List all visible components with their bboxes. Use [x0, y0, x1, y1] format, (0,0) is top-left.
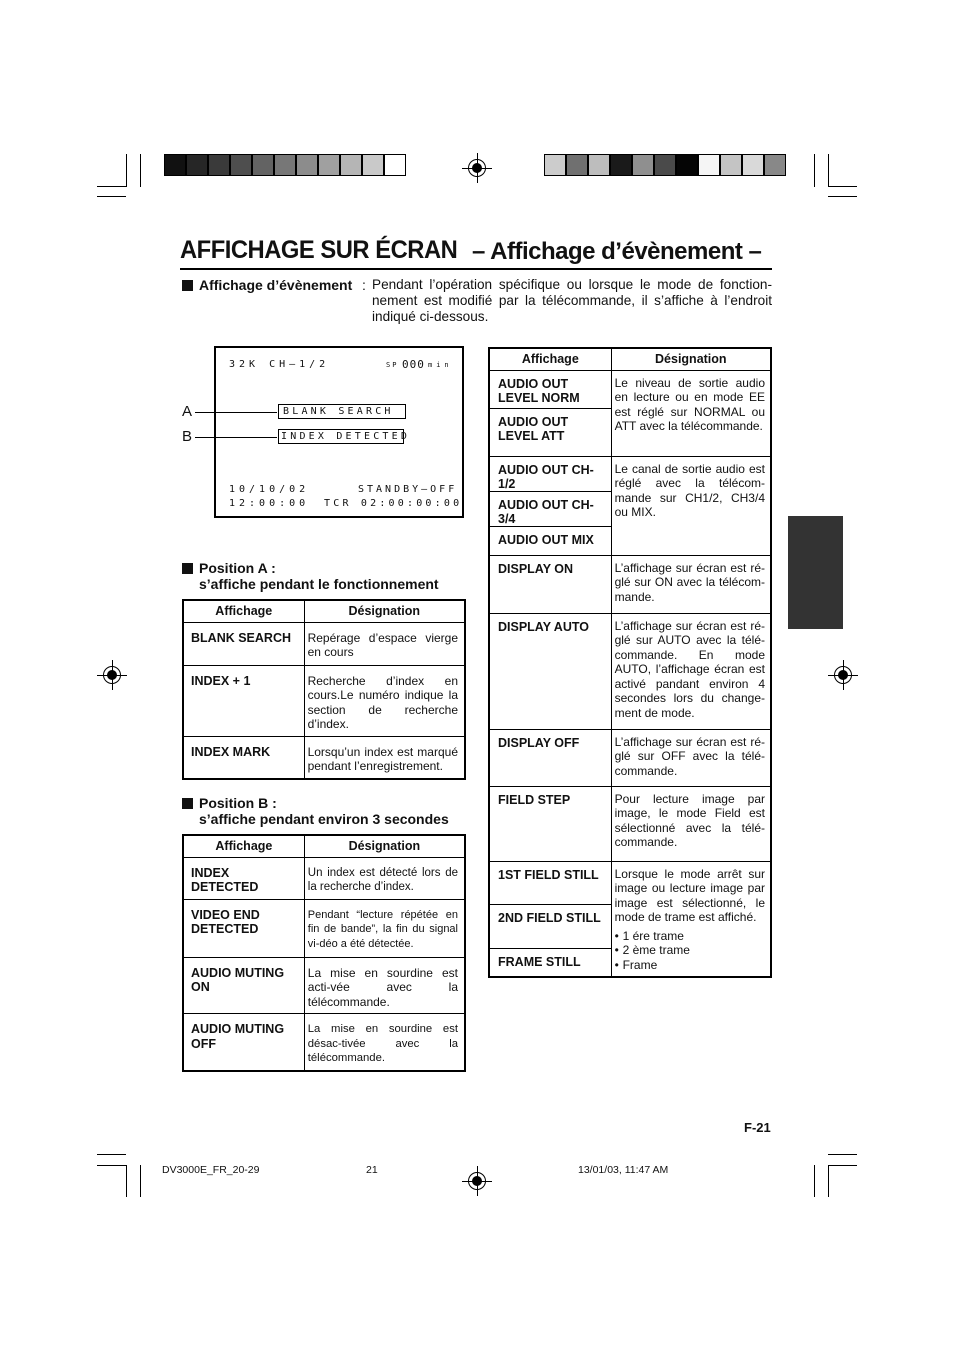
- column-header: Désignation: [304, 835, 465, 857]
- column-header: Affichage: [183, 835, 304, 857]
- table-row: [183, 857, 465, 899]
- page-number: F-21: [744, 1120, 771, 1135]
- intro-label-text: Affichage d’évènement: [199, 277, 353, 293]
- designation-cell: L’affichage sur écran est ré-glé sur OFF avec la télé-commande.: [611, 729, 771, 786]
- registration-target-icon: [103, 666, 121, 684]
- position-b-heading: [182, 795, 449, 827]
- table-row: [489, 729, 771, 786]
- column-header: Affichage: [183, 600, 304, 622]
- crop-mark: [97, 1165, 126, 1166]
- screen-date: 10/10/02: [229, 484, 310, 495]
- label-a: A: [182, 403, 193, 420]
- title-subtitle: – Affichage d’évènement –: [472, 238, 762, 265]
- crop-mark: [140, 154, 141, 187]
- position-b-title: Position B :: [199, 795, 277, 811]
- designation-cell: Lorsqu’un index est marqué pendant l’enregistrement.: [304, 736, 465, 779]
- table-row: [489, 613, 771, 729]
- column-header: Désignation: [304, 600, 465, 622]
- table-row: [489, 370, 771, 408]
- position-a-title: Position A :: [199, 560, 276, 576]
- color-swatch: [296, 154, 318, 176]
- designation-cell: L’affichage sur écran est ré-glé sur AUTO avec la télé-commande. En mode AUTO, l’affichage écran est activé pandant environ 4 secondes lors du change-ment de mode.: [611, 613, 771, 729]
- table-row: [489, 555, 771, 613]
- pointer-line-a: [195, 412, 277, 413]
- crop-mark: [97, 196, 126, 197]
- display-cell: INDEX MARK: [183, 736, 304, 779]
- footer-page: 21: [366, 1164, 378, 1176]
- color-swatch: [274, 154, 296, 176]
- registration-target-icon: [834, 666, 852, 684]
- designation-cell: Le niveau de sortie audio en lecture ou en mode EE est réglé sur NORMAL ou ATT avec la télécommande.: [611, 370, 771, 456]
- pointer-line-b: [195, 437, 277, 438]
- table-row: [183, 665, 465, 736]
- crop-mark: [126, 154, 127, 187]
- crop-mark: [828, 196, 857, 197]
- column-header: Affichage: [489, 348, 611, 370]
- list-item: • Frame: [615, 958, 765, 973]
- display-cell: AUDIO OUT MIX: [489, 526, 611, 555]
- screen-box-a: BLANK SEARCH: [278, 404, 406, 419]
- crop-mark: [97, 1154, 126, 1155]
- crop-mark: [126, 1165, 127, 1197]
- display-cell: AUDIO OUT CH-3/4: [489, 491, 611, 526]
- position-a-table: [182, 599, 466, 780]
- designation-cell: La mise en sourdine est acti-vée avec la télécommande.: [304, 957, 465, 1014]
- display-cell: VIDEO END DETECTED: [183, 899, 304, 957]
- display-cell: DISPLAY ON: [489, 555, 611, 613]
- screen-tcr: TCR 02:00:00:00: [324, 498, 463, 509]
- intro-colon: :: [362, 277, 366, 293]
- display-cell: INDEX + 1: [183, 665, 304, 736]
- crop-mark: [828, 1154, 857, 1155]
- still-mode-list: [615, 929, 765, 973]
- display-cell: AUDIO MUTING OFF: [183, 1014, 304, 1071]
- color-swatch: [588, 154, 610, 176]
- crop-mark: [828, 1165, 829, 1197]
- label-b: B: [182, 428, 193, 445]
- color-swatch: [676, 154, 698, 176]
- screen-box-b: INDEX DETECTED: [278, 429, 404, 444]
- display-cell: 1ST FIELD STILL: [489, 861, 611, 905]
- registration-target-icon: [468, 159, 486, 177]
- color-swatch: [742, 154, 764, 176]
- designation-cell: Pour lecture image par image, le mode Field est sélectionné avec la télé-commande.: [611, 786, 771, 861]
- crop-mark: [828, 186, 857, 187]
- designation-cell: Pendant “lecture répétée en fin de bande”, la fin du signal vi-déo a été détectée.: [304, 899, 465, 957]
- color-bar-strip-left: [164, 154, 406, 176]
- display-cell: DISPLAY AUTO: [489, 613, 611, 729]
- color-swatch: [362, 154, 384, 176]
- color-bar-strip-right: [544, 154, 786, 176]
- table-row: [489, 786, 771, 861]
- crop-mark: [814, 154, 815, 187]
- color-swatch: [252, 154, 274, 176]
- display-cell: FIELD STEP: [489, 786, 611, 861]
- display-cell: BLANK SEARCH: [183, 622, 304, 665]
- designation-cell: Un index est détecté lors de la recherche d’index.: [304, 857, 465, 899]
- square-bullet-icon: [182, 798, 193, 809]
- display-cell: 2ND FIELD STILL: [489, 905, 611, 949]
- position-a-subtitle: s’affiche pendant le fonctionnement: [199, 576, 439, 592]
- color-swatch: [164, 154, 186, 176]
- screen-counter: 000: [402, 358, 425, 371]
- color-swatch: [384, 154, 406, 176]
- designation-cell: Le canal de sortie audio est réglé avec la télécom-mande sur CH1/2, CH3/4 ou MIX.: [611, 456, 771, 555]
- table-row: [183, 957, 465, 1014]
- page-title: [180, 236, 772, 270]
- color-swatch: [208, 154, 230, 176]
- table-row: [489, 456, 771, 491]
- position-b-table: [182, 834, 466, 1072]
- designation-cell: Recherche d’index en cours.Le numéro indique la section de recherche d’index.: [304, 665, 465, 736]
- screen-min: min: [428, 361, 453, 369]
- position-a-heading: [182, 560, 439, 592]
- crop-mark: [97, 186, 126, 187]
- event-display-table: [488, 347, 772, 978]
- footer-date: 13/01/03, 11:47 AM: [578, 1164, 669, 1176]
- list-item: • 1 ére trame: [615, 929, 765, 944]
- table-row: [183, 736, 465, 779]
- color-swatch: [698, 154, 720, 176]
- designation-cell: L’affichage sur écran est ré-glé sur ON avec la télécom-mande.: [611, 555, 771, 613]
- screen-top-left: 32K CH–1/2: [229, 359, 330, 370]
- designation-cell: La mise en sourdine est désac-tivée avec la télécommande.: [304, 1014, 465, 1071]
- section-tab-marker: [788, 516, 843, 629]
- color-swatch: [720, 154, 742, 176]
- crop-mark: [814, 1165, 815, 1197]
- display-cell: DISPLAY OFF: [489, 729, 611, 786]
- display-cell: AUDIO OUT CH-1/2: [489, 456, 611, 491]
- intro-label: [182, 277, 352, 293]
- still-description: Lorsque le mode arrêt sur image ou lecture image par image est sélectionné, le mode de trame est affiché.: [614, 866, 765, 924]
- display-cell: INDEX DETECTED: [183, 857, 304, 899]
- color-swatch: [186, 154, 208, 176]
- color-swatch: [230, 154, 252, 176]
- table-row: [489, 861, 771, 905]
- position-b-subtitle: s’affiche pendant environ 3 secondes: [199, 811, 449, 827]
- color-swatch: [654, 154, 676, 176]
- list-item: • 2 ème trame: [615, 943, 765, 958]
- display-cell: AUDIO OUT LEVEL NORM: [489, 370, 611, 408]
- intro-text: Pendant l’opération spécifique ou lorsque le mode de fonction-nement est modifié par la télécommande, il s’affiche à l’endroit indiqué ci-dessous.: [372, 277, 772, 324]
- table-row: [183, 1014, 465, 1071]
- screen-sp: SP: [386, 361, 399, 369]
- color-swatch: [632, 154, 654, 176]
- screen-display-diagram: [214, 346, 464, 518]
- color-swatch: [566, 154, 588, 176]
- color-swatch: [764, 154, 786, 176]
- color-swatch: [340, 154, 362, 176]
- screen-time: 12:00:00: [229, 498, 310, 509]
- table-row: [183, 899, 465, 957]
- footer-file: DV3000E_FR_20-29: [162, 1164, 260, 1176]
- display-cell: AUDIO MUTING ON: [183, 957, 304, 1014]
- registration-target-icon: [468, 1172, 486, 1190]
- table-row: [183, 622, 465, 665]
- square-bullet-icon: [182, 563, 193, 574]
- color-swatch: [544, 154, 566, 176]
- color-swatch: [318, 154, 340, 176]
- color-swatch: [610, 154, 632, 176]
- crop-mark: [140, 1165, 141, 1197]
- display-cell: FRAME STILL: [489, 949, 611, 978]
- crop-mark: [828, 1165, 857, 1166]
- display-cell: AUDIO OUT LEVEL ATT: [489, 408, 611, 456]
- designation-cell: Repérage d’espace vierge en cours: [304, 622, 465, 665]
- designation-cell: [611, 861, 771, 977]
- square-bullet-icon: [182, 280, 193, 291]
- column-header: Désignation: [611, 348, 771, 370]
- crop-mark: [828, 154, 829, 187]
- title-main: AFFICHAGE SUR ÉCRAN: [180, 236, 458, 264]
- screen-standby: STANDBY–OFF: [358, 484, 458, 495]
